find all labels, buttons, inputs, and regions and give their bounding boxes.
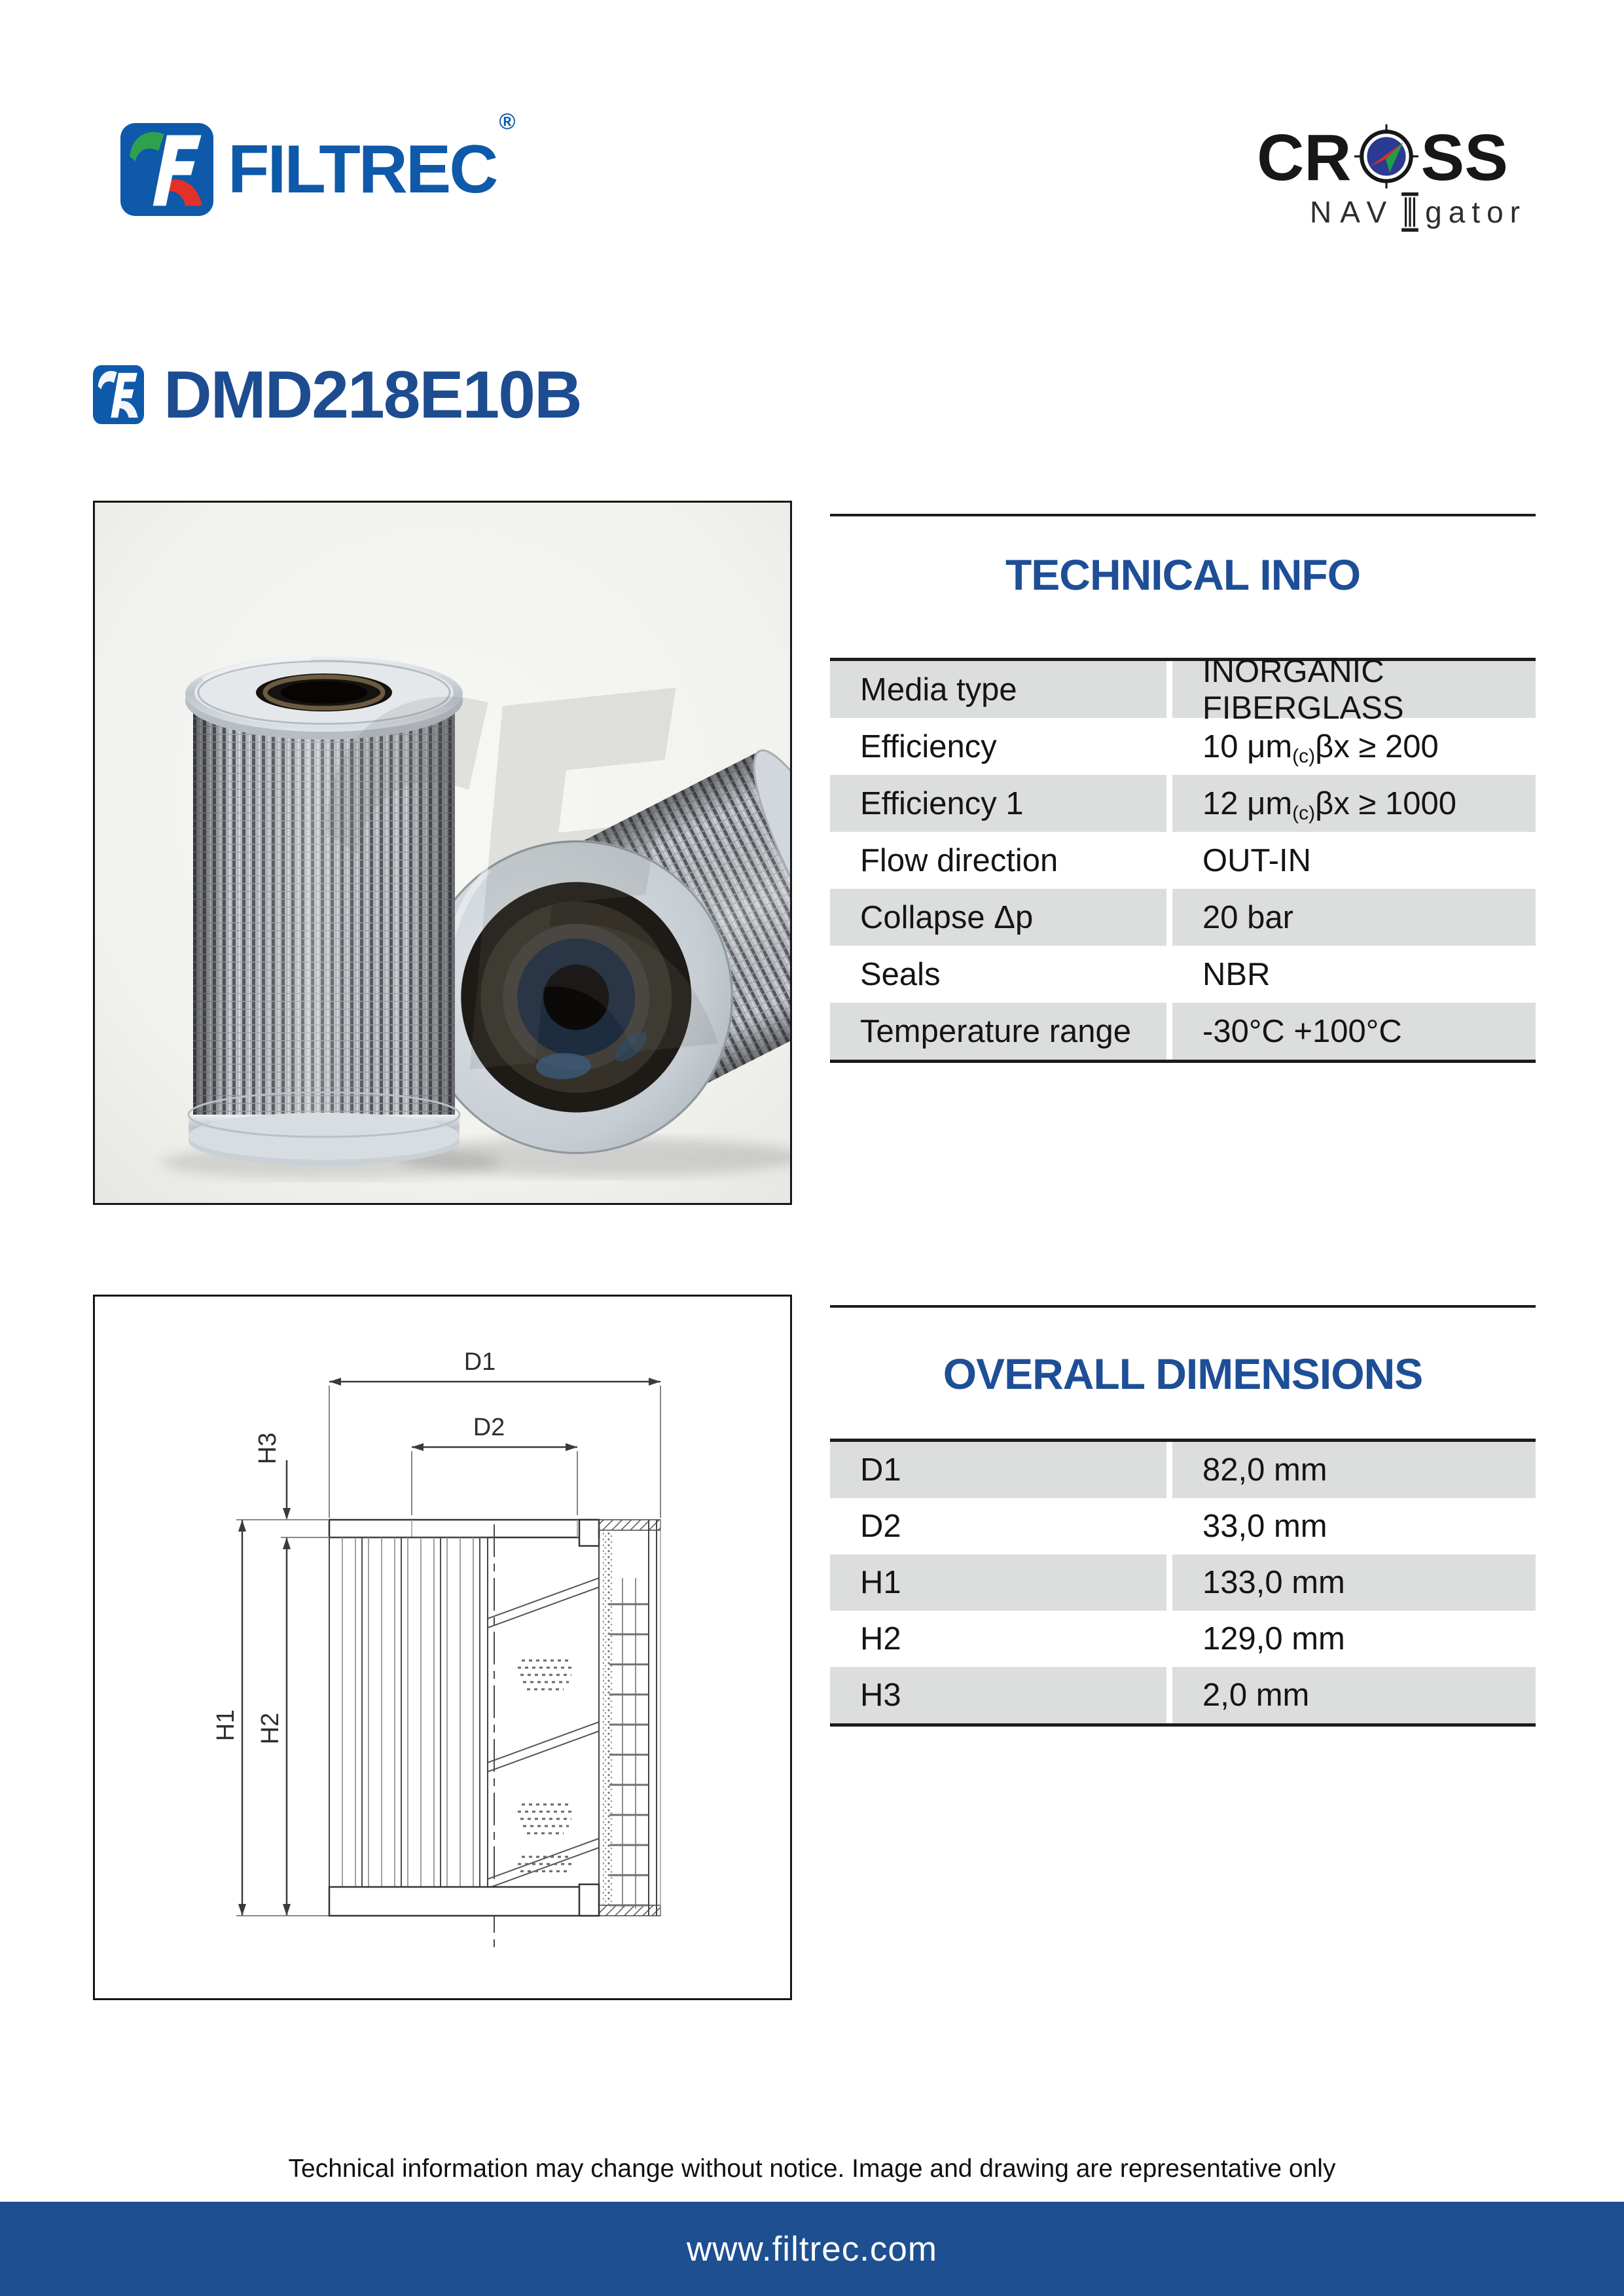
- technical-info-table: [830, 653, 1536, 1063]
- dim-label-h2: H2: [257, 1712, 284, 1745]
- row-value-text: NBR: [1202, 956, 1271, 992]
- table-row: [830, 889, 1536, 946]
- row-value: [1172, 653, 1536, 726]
- dim-label-d2: D2: [473, 1414, 505, 1441]
- row-label-text: D1: [860, 1452, 901, 1488]
- row-value: [1172, 1554, 1536, 1611]
- row-label-text: Efficiency: [860, 728, 997, 764]
- drawing-mesh: [609, 1578, 649, 1909]
- row-value-text: 133,0 mm: [1202, 1565, 1345, 1600]
- row-value-text: 10 μm: [1202, 728, 1293, 764]
- dim-label-h1: H1: [212, 1709, 240, 1742]
- product-photo: [95, 503, 790, 1203]
- filtrec-f-mark-icon: [120, 123, 213, 216]
- row-value: [1172, 1003, 1536, 1060]
- row-label-text: Collapse Δp: [860, 899, 1034, 935]
- section-divider: [830, 1305, 1536, 1308]
- product-title-row: [93, 357, 581, 432]
- navi-text-post: gator: [1425, 195, 1526, 229]
- filtrec-logo: [120, 109, 516, 216]
- row-label: [830, 1442, 1166, 1498]
- row-label: [830, 718, 1166, 775]
- row-label: [830, 1498, 1166, 1554]
- dimension-lines: [242, 1382, 660, 1916]
- website-bar: [0, 2202, 1624, 2296]
- row-value-text: 20 bar: [1202, 899, 1293, 935]
- dimension-arrows: [238, 1378, 660, 1916]
- row-label-text: D2: [860, 1509, 901, 1544]
- technical-drawing-panel: [93, 1295, 792, 2000]
- table-row: [830, 1611, 1536, 1667]
- row-label-text: H3: [860, 1677, 901, 1713]
- table-row: [830, 1498, 1536, 1554]
- product-f-mark-icon: [93, 365, 144, 424]
- drawing-filter-body: [329, 1520, 660, 1954]
- row-label: [830, 1611, 1166, 1667]
- disclaimer-text: Technical information may change without notice. Image and drawing are representative only: [288, 2155, 1336, 2183]
- table-row: [830, 653, 1536, 726]
- technical-info-title: TECHNICAL INFO: [1005, 550, 1361, 599]
- row-label: [830, 775, 1166, 832]
- product-photo-panel: [93, 501, 792, 1205]
- table-row: [830, 1003, 1536, 1060]
- drawing-outer-wall: [649, 1520, 660, 1916]
- row-label-text: H2: [860, 1621, 901, 1657]
- navi-text-pre: NAV: [1309, 195, 1396, 229]
- row-value-text: βx ≥ 1000: [1315, 785, 1456, 821]
- page-title: DMD218E10B: [164, 357, 581, 432]
- technical-info-section: [830, 501, 1536, 1090]
- overall-dimensions-section: [830, 1295, 1536, 1753]
- extension-lines: [236, 1386, 660, 1916]
- table-row: [830, 832, 1536, 889]
- row-value-text: 129,0 mm: [1202, 1621, 1345, 1657]
- technical-drawing: [95, 1297, 790, 1998]
- cross-logo-line2: [1235, 192, 1530, 232]
- dim-label-d1: D1: [463, 1348, 496, 1376]
- row-value-subscript: (c): [1292, 802, 1316, 824]
- row-value-text: -30°C +100°C: [1202, 1013, 1402, 1049]
- row-label: [830, 1003, 1166, 1060]
- overall-dimensions-title: OVERALL DIMENSIONS: [943, 1350, 1423, 1398]
- brand-text: FILTREC: [228, 132, 497, 207]
- row-label: [830, 1667, 1166, 1723]
- row-value: [1172, 889, 1536, 946]
- table-row: [830, 946, 1536, 1003]
- row-value-text: INORGANIC FIBERGLASS: [1202, 653, 1404, 726]
- row-value: [1172, 1667, 1536, 1723]
- dimension-labels: [212, 1348, 505, 1744]
- row-value: [1172, 1611, 1536, 1667]
- table-row: [830, 1667, 1536, 1723]
- row-value: [1172, 718, 1536, 775]
- row-label: [830, 889, 1166, 946]
- row-value-subscript: (c): [1292, 745, 1316, 767]
- drawing-louvers: [488, 1578, 599, 1888]
- cross-navigator-logo: [1235, 121, 1530, 232]
- registered-mark: ®: [499, 109, 516, 134]
- table-row: [830, 1442, 1536, 1498]
- row-value: [1172, 775, 1536, 832]
- row-label: [830, 1554, 1166, 1611]
- overall-dimensions-table: [830, 1439, 1536, 1727]
- row-value-text: OUT-IN: [1202, 842, 1312, 878]
- row-label-text: Efficiency 1: [860, 785, 1024, 821]
- row-value: [1172, 832, 1536, 889]
- column-icon: [1400, 192, 1420, 232]
- row-label-text: H1: [860, 1565, 901, 1600]
- row-value-text: 82,0 mm: [1202, 1452, 1327, 1488]
- row-label-text: Seals: [860, 956, 941, 992]
- website-link[interactable]: www.filtrec.com: [686, 2229, 938, 2269]
- cross-text-left: CR: [1257, 121, 1352, 194]
- row-value: [1172, 946, 1536, 1003]
- filtrec-wordmark: [228, 109, 516, 207]
- table-row: [830, 1554, 1536, 1611]
- row-value-text: βx ≥ 200: [1315, 728, 1439, 764]
- table-row: [830, 775, 1536, 832]
- row-label: [830, 832, 1166, 889]
- cross-logo-line1: [1235, 121, 1530, 194]
- section-divider: [830, 514, 1536, 516]
- row-label-text: Flow direction: [860, 842, 1058, 878]
- table-row: [830, 718, 1536, 775]
- row-value-text: 2,0 mm: [1202, 1677, 1310, 1713]
- cross-text-right: SS: [1420, 121, 1508, 194]
- row-label: [830, 661, 1166, 718]
- row-value: [1172, 1442, 1536, 1498]
- dim-label-h3: H3: [254, 1432, 281, 1465]
- row-value: [1172, 1498, 1536, 1554]
- compass-icon: [1353, 124, 1420, 191]
- drawing-media-edge: [603, 1530, 613, 1905]
- row-label-text: Media type: [860, 672, 1017, 708]
- row-label: [830, 946, 1166, 1003]
- drawing-perforations: [518, 1660, 574, 1871]
- row-value-text: 12 μm: [1202, 785, 1293, 821]
- row-label-text: Temperature range: [860, 1013, 1132, 1049]
- row-value-text: 33,0 mm: [1202, 1509, 1327, 1544]
